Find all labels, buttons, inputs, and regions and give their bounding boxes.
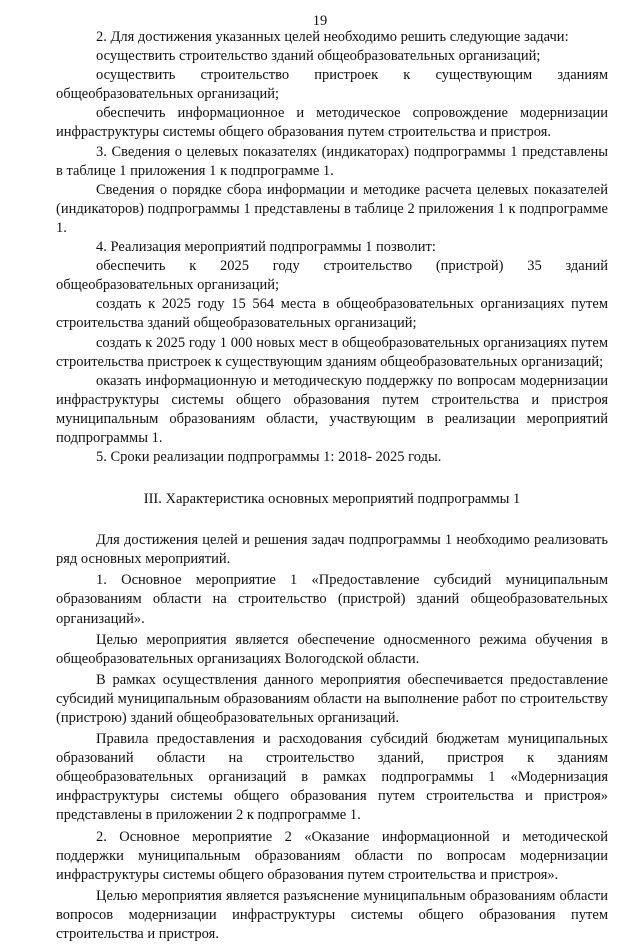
paragraph: Целью мероприятия является обеспечение односменного режима обучения в общеобразовательных организациях Вологодской области.	[56, 631, 608, 667]
paragraph: В рамках осуществления данного мероприятия обеспечивается предоставление субсидий муниципальным образованиям области на выполнение работ по строительству (пристрою) зданий общеобразовательных организаций.	[56, 671, 608, 726]
paragraph: Правила предоставления и расходования субсидий бюджетам муниципальных образований области на строительство зданий, пристроя к зданиям общеобразовательных организаций в рамках подпрограммы 1 «Модернизация инфраструктуры системы общего образования путем строительства и пристроя» представлены в приложении 2 к подпрограмме 1.	[56, 731, 608, 824]
paragraph: 1. Основное мероприятие 1 «Предоставление субсидий муниципальным образованиям области на строительство (пристрой) зданий общеобразовательных организаций».	[56, 572, 608, 627]
paragraph: Сведения о порядке сбора информации и методике расчета целевых показателей (индикаторов) подпрограммы 1 представлены в таблице 2 приложения 1 к подпрограмме 1.	[56, 181, 608, 236]
paragraph: создать к 2025 году 1 000 новых мест в общеобразовательных организациях путем строительства пристроек к существующим зданиям общеобразовательных организаций;	[56, 334, 608, 370]
paragraph: Для достижения целей и решения задач подпрограммы 1 необходимо реализовать ряд основных мероприятий.	[56, 532, 608, 568]
paragraph: обеспечить к 2025 году строительство (пристрой) 35 зданий общеобразовательных организаций;	[56, 258, 608, 294]
paragraph: Целью мероприятия является разъяснение муниципальным образованиям области вопросов модернизации инфраструктуры системы общего образования путем строительства и пристроя.	[56, 887, 608, 943]
paragraph: осуществить строительство пристроек к существующим зданиям общеобразовательных организаций;	[56, 67, 608, 103]
paragraph: 2. Для достижения указанных целей необходимо решить следующие задачи:	[96, 29, 569, 45]
paragraph: 5. Сроки реализации подпрограммы 1: 2018- 2025 годы.	[96, 449, 442, 466]
section-heading: III. Характеристика основных мероприятий подпрограммы 1	[143, 491, 521, 508]
paragraph: осуществить строительство зданий общеобразовательных организаций;	[96, 48, 541, 65]
paragraph: 2. Основное мероприятие 2 «Оказание информационной и методической поддержки муниципальным образованиям области по вопросам модернизации инфраструктуры системы общего образования путем строительства и пристроя».	[56, 828, 608, 883]
document-body	[56, 28, 608, 944]
paragraph: 3. Сведения о целевых показателях (индикаторах) подпрограммы 1 представлены в таблице 1 приложения 1 к подпрограмме 1.	[56, 143, 608, 179]
paragraph: создать к 2025 году 15 564 места в общеобразовательных организациях путем строительства зданий общеобразовательных организаций;	[56, 296, 608, 332]
page-number: 19	[312, 13, 328, 29]
paragraph: оказать информационную и методическую поддержку по вопросам модернизации инфраструктуры системы общего образования путем строительства и пристроя муниципальным образованиям области, участвующим в реализации мероприятий подпрограммы 1.	[56, 372, 608, 446]
paragraph: обеспечить информационное и методическое сопровождение модернизации инфраструктуры системы общего образования путем строительства и пристроя.	[56, 105, 608, 141]
paragraph: 4. Реализация мероприятий подпрограммы 1 позволит:	[96, 239, 436, 256]
